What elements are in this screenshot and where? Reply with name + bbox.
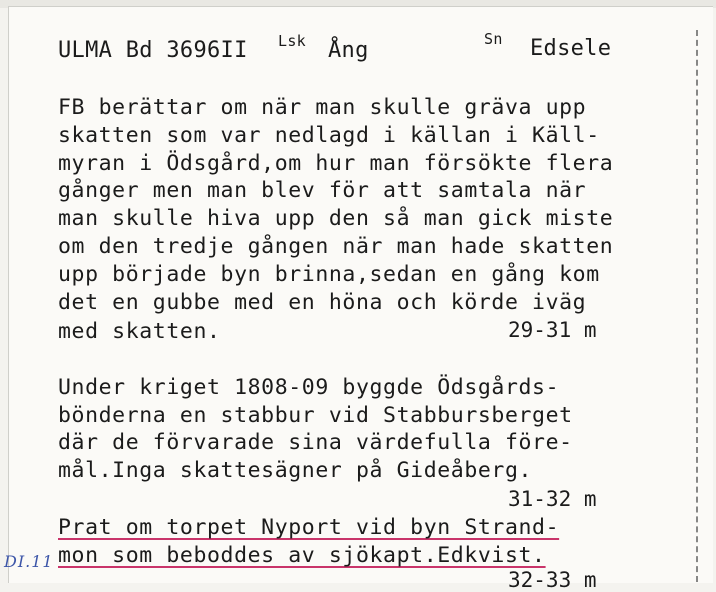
p1-line: myran i Ödsgård,om hur man försökte flera [58, 151, 614, 176]
parish-name: Ång [328, 38, 369, 63]
p3-line: mon som beboddes av sjökapt.Edkvist. [58, 543, 546, 568]
p1-line: det en gubbe med en höna och körde iväg [58, 290, 587, 315]
p2-line: Under kriget 1808-09 byggde Ödsgårds- [58, 375, 560, 400]
district-name: Edsele [530, 36, 612, 61]
p1-line: upp började byn brinna,sedan en gång kom [58, 262, 600, 287]
archive-ref: ULMA Bd 3696II [58, 38, 248, 63]
district-label: Sn [484, 30, 503, 48]
p1-page-ref: 29-31 m [508, 318, 597, 342]
p2-line: där de förvarade sina värdefulla före- [58, 430, 573, 455]
p1-line: om den tredje gången när man hade skatten [58, 234, 614, 259]
margin-annotation: DI.11 [4, 552, 54, 571]
parish-label: Lsk [278, 32, 306, 50]
p1-line: FB berättar om när man skulle gräva upp [58, 95, 587, 120]
card-perforation [696, 30, 698, 582]
p1-line: med skatten. [58, 319, 221, 344]
p1-line: gånger men man blev för att samtala när [58, 178, 587, 203]
p1-line: man skulle hiva upp den så man gick miste [58, 206, 614, 231]
p3-line: Prat om torpet Nyport vid byn Strand- [58, 515, 560, 540]
p1-line: skatten som var nedlagd i källan i Käll- [58, 123, 600, 148]
p2-line: bönderna en stabbur vid Stabbursberget [58, 403, 573, 428]
p3-page-ref: 32-33 m [508, 568, 597, 592]
p2-page-ref: 31-32 m [508, 487, 597, 511]
p2-line: mål.Inga skattesägner på Gideåberg. [58, 458, 533, 483]
card-header [0, 30, 716, 70]
